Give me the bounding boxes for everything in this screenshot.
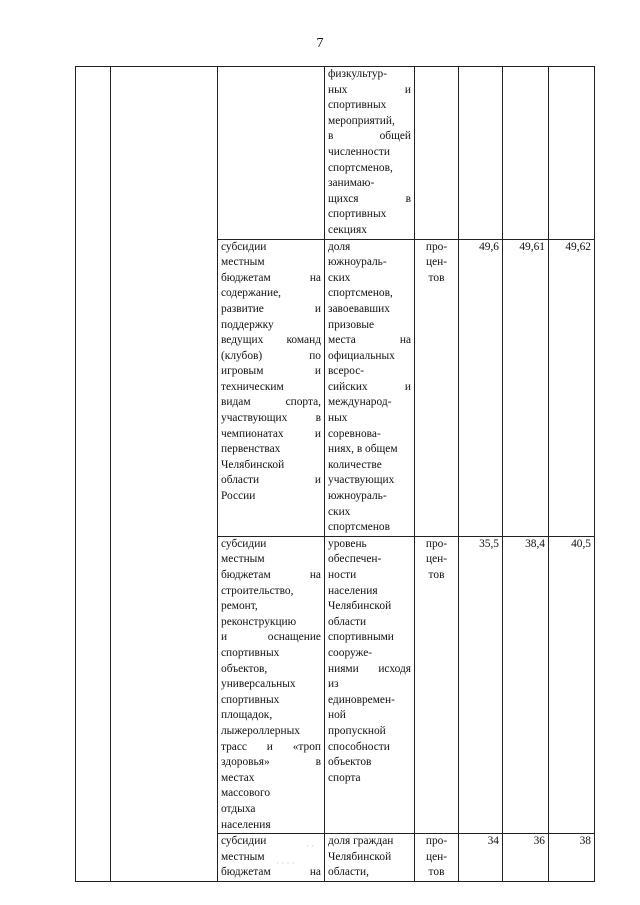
text-line: отдыха (221, 802, 256, 815)
text-line: участвующих (328, 474, 395, 487)
text-line: реконструкцию (221, 615, 297, 628)
text-line: тов (428, 271, 445, 284)
value-cell-year-3 (549, 67, 595, 240)
unit-cell (415, 536, 459, 833)
text-line: (клубов) по (221, 349, 321, 362)
text-line: области, (328, 866, 369, 879)
value-cell-year-2: 38,4 (503, 536, 549, 833)
text-line: про- (425, 835, 448, 848)
text-line: спортивных (328, 99, 387, 112)
text-line: занимаю- (328, 177, 375, 190)
indicator-cell (325, 239, 415, 536)
text-line: спортивных (221, 693, 280, 706)
text-line: ских (328, 271, 351, 284)
text-line: соревнова- (328, 427, 381, 440)
text-line: места на (328, 334, 411, 347)
text-line: бюджетам на (221, 866, 321, 879)
text-line: местным (221, 553, 265, 566)
text-line: призовые (328, 318, 375, 331)
text-line: завоевавших (328, 302, 390, 315)
text-line: субсидии (221, 835, 267, 848)
text-line: ности (328, 569, 357, 581)
text-line: единовремен- (328, 693, 395, 706)
text-line: и оснащение (221, 631, 321, 644)
value-cell-year-3: 49,62 (549, 239, 595, 536)
text-line: доля граждан (328, 835, 394, 848)
text-line: спортсменов (328, 521, 390, 534)
text-line: ной (328, 709, 346, 722)
text-line: трасс и «троп (221, 740, 321, 753)
table-row (76, 67, 595, 240)
page-number: 7 (316, 36, 324, 51)
text-line: ских (328, 505, 351, 518)
unit-cell (415, 834, 459, 882)
text-line: обеспечен- (328, 553, 382, 566)
blank-cell-col-1 (76, 67, 111, 882)
text-line: сооруже- (328, 646, 373, 659)
text-line: спортивных (221, 646, 280, 659)
text-line: официальных (328, 349, 395, 362)
text-line: спорта (328, 771, 361, 784)
text-line: в общей (328, 130, 411, 143)
text-line: населения (221, 818, 271, 831)
value-cell-year-2 (503, 67, 549, 240)
unit-cell (415, 239, 459, 536)
text-line: уровень (328, 537, 367, 550)
text-line: здоровья» в (221, 756, 321, 769)
text-line: способности (328, 740, 390, 753)
text-line: из (328, 678, 339, 691)
text-line: чемпионатах и (221, 427, 321, 440)
text-line: массового (221, 787, 271, 800)
text-line: Челябинской (221, 458, 285, 471)
text-line: игровым и (221, 365, 321, 378)
text-line: области и (221, 474, 321, 487)
text-line: содержание, (221, 287, 281, 300)
text-line: Челябинской (328, 600, 392, 613)
text-line: населения (328, 584, 378, 597)
text-line: сийских и (328, 380, 411, 393)
text-line: России (221, 490, 256, 503)
text-line: международ- (328, 396, 392, 409)
unit-cell (415, 67, 459, 240)
text-line: ных и (328, 83, 411, 96)
indicator-cell (325, 536, 415, 833)
text-line: цен- (425, 256, 448, 269)
indicator-cell (325, 67, 415, 240)
text-line: всерос- (328, 365, 365, 378)
blank-cell-col-2 (111, 67, 218, 882)
text-line: местным (221, 850, 265, 863)
text-line: спортсменов, (328, 287, 393, 300)
text-line: строительство, (221, 584, 294, 597)
text-line: объектов (328, 756, 372, 769)
text-line: ных (328, 412, 348, 425)
text-line: лыжероллерных (221, 724, 300, 737)
value-cell-year-2: 49,61 (503, 239, 549, 536)
text-line: спортивными (328, 631, 394, 644)
text-line: бюджетам на (221, 271, 321, 284)
text-line: тов (428, 569, 445, 581)
text-line: поддержку (221, 318, 274, 331)
text-line: развитие и (221, 302, 321, 315)
text-line: мероприятий, (328, 114, 395, 127)
text-line: цен- (425, 850, 448, 863)
text-line: ведущих команд (221, 334, 321, 347)
text-line: ниях, в общем (328, 443, 398, 456)
text-line: секциях (328, 223, 367, 236)
program-cell (218, 536, 325, 833)
scan-speck: · · · · (276, 858, 295, 868)
text-line: тов (428, 866, 445, 879)
text-line: доля (328, 240, 351, 253)
text-line: щихся в (328, 192, 411, 205)
program-cell (218, 239, 325, 536)
text-line: южноураль- (328, 490, 387, 503)
indicator-cell (325, 834, 415, 882)
program-table (75, 66, 595, 882)
text-line: цен- (425, 553, 448, 566)
text-line: объектов, (221, 662, 268, 675)
text-line: универсальных (221, 678, 296, 691)
text-line: Челябинской (328, 850, 392, 863)
value-cell-year-2: 36 (503, 834, 549, 882)
value-cell-year-1: 49,6 (459, 239, 503, 536)
text-line: техническим (221, 380, 284, 393)
text-line: участвующих в (221, 412, 321, 425)
text-line: бюджетам на (221, 569, 321, 581)
text-line: видам спорта, (221, 396, 321, 409)
value-cell-year-1 (459, 67, 503, 240)
text-line: площадок, (221, 709, 273, 722)
blank-cell-col-3 (218, 67, 325, 240)
text-line: области (328, 615, 367, 628)
text-line: субсидии (221, 240, 267, 253)
text-line: южноураль- (328, 256, 387, 269)
text-line: субсидии (221, 537, 267, 550)
text-line: местным (221, 256, 265, 269)
text-line: количестве (328, 458, 382, 471)
text-line: первенствах (221, 443, 281, 456)
text-line: ремонт, (221, 600, 258, 613)
text-line: физкультур- (328, 68, 387, 80)
text-line: численности (328, 145, 390, 158)
scan-speck: · · (306, 841, 315, 851)
text-line: ниями исходя (328, 662, 411, 675)
value-cell-year-1: 34 (459, 834, 503, 882)
text-line: про- (425, 537, 448, 550)
value-cell-year-3: 40,5 (549, 536, 595, 833)
value-cell-year-3: 38 (549, 834, 595, 882)
text-line: местах (221, 771, 255, 784)
text-line: спортивных (328, 208, 387, 221)
text-line: про- (425, 240, 448, 253)
value-cell-year-1: 35,5 (459, 536, 503, 833)
text-line: пропускной (328, 724, 386, 737)
text-line: спортсменов, (328, 161, 393, 174)
